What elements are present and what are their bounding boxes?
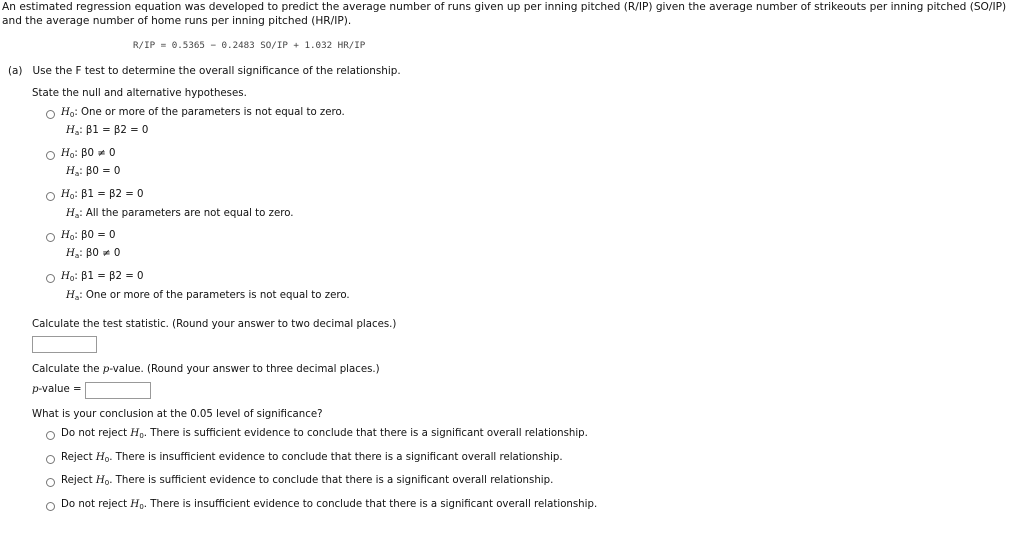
- conclusion-option-2-action: Reject: [61, 452, 93, 463]
- conclusion-prompt: What is your conclusion at the 0.05 level of significance?: [32, 409, 323, 420]
- hypothesis-option-4-h0: $H_0$: β0 = 0: [61, 230, 116, 242]
- hypothesis-option-1-ha-text: β1 = β2 = 0: [85, 125, 149, 136]
- hypothesis-option-5-h0: $H_0$: β1 = β2 = 0: [61, 271, 144, 283]
- hypothesis-option-3-h0-text: β1 = β2 = 0: [81, 189, 144, 200]
- hypothesis-option-1-ha: $H_a$: β1 = β2 = 0: [66, 125, 149, 137]
- hypothesis-option-1-h0: $H_0$: One or more of the parameters is not equal to zero.: [61, 107, 345, 119]
- conclusion-option-4-radio[interactable]: [46, 502, 55, 511]
- hypothesis-option-2-radio[interactable]: [46, 151, 55, 160]
- regression-equation: R/IP = 0.5365 − 0.2483 SO/IP + 1.032 HR/IP: [133, 40, 366, 51]
- hypothesis-option-3-ha: $H_a$: All the parameters are not equal to zero.: [66, 208, 294, 220]
- conclusion-option-2-radio[interactable]: [46, 455, 55, 464]
- part-a-instruction: Use the F test to determine the overall significance of the relationship.: [32, 65, 401, 77]
- conclusion-option-1: Do not reject $H_0$. There is sufficient evidence to conclude that there is a significant overall relationship.: [61, 428, 588, 440]
- conclusion-option-3-text: . There is sufficient evidence to conclude that there is a significant overall relationship.: [109, 475, 554, 486]
- hypothesis-option-5-h0-text: β1 = β2 = 0: [81, 271, 144, 282]
- hypotheses-prompt: State the null and alternative hypotheses.: [32, 88, 247, 99]
- hypothesis-option-2-ha-text: β0 = 0: [85, 166, 121, 177]
- conclusion-option-3: Reject $H_0$. There is sufficient evidence to conclude that there is a significant overall relationship.: [61, 475, 554, 487]
- hypothesis-option-2-h0: $H_0$: β0 ≠ 0: [61, 148, 116, 160]
- conclusion-option-3-radio[interactable]: [46, 478, 55, 487]
- conclusion-option-1-radio[interactable]: [46, 431, 55, 440]
- conclusion-option-4: Do not reject $H_0$. There is insufficient evidence to conclude that there is a significant overall relationship.: [61, 499, 598, 511]
- hypothesis-option-2-ha: $H_a$: β0 = 0: [66, 166, 121, 178]
- part-a-header: [8, 65, 401, 77]
- test-stat-input[interactable]: [32, 336, 97, 353]
- hypothesis-option-3-radio[interactable]: [46, 192, 55, 201]
- hypothesis-option-4-radio[interactable]: [46, 233, 55, 242]
- conclusion-option-3-action: Reject: [61, 475, 93, 486]
- conclusion-option-1-text: . There is sufficient evidence to conclude that there is a significant overall relationship.: [143, 428, 588, 439]
- hypothesis-option-5-ha: $H_a$: One or more of the parameters is not equal to zero.: [66, 290, 350, 302]
- hypothesis-option-3-ha-text: All the parameters are not equal to zero.: [85, 208, 294, 219]
- hypothesis-option-1-radio[interactable]: [46, 110, 55, 119]
- hypothesis-option-4-h0-text: β0 = 0: [81, 230, 116, 241]
- pvalue-prompt: Calculate the p-value. (Round your answer to three decimal places.): [32, 364, 380, 375]
- pvalue-label: p-value =: [32, 384, 82, 395]
- hypothesis-option-5-radio[interactable]: [46, 274, 55, 283]
- pvalue-input[interactable]: [85, 382, 151, 399]
- conclusion-option-1-action: Do not reject: [61, 428, 128, 439]
- problem-intro: An estimated regression equation was developed to predict the average number of runs given up per inning pitched (R/IP) given the average number of strikeouts per inning pitched (SO/IP) and the average number of home runs per inning pitched (HR/IP).: [2, 1, 1007, 27]
- conclusion-option-4-text: . There is insufficient evidence to conclude that there is a significant overall relationship.: [143, 499, 598, 510]
- part-a-label: (a): [8, 65, 23, 77]
- hypothesis-option-4-ha: $H_a$: β0 ≠ 0: [66, 248, 121, 260]
- hypothesis-option-5-ha-text: One or more of the parameters is not equal to zero.: [85, 290, 350, 301]
- hypothesis-option-2-h0-text: β0 ≠ 0: [81, 148, 116, 159]
- test-stat-prompt: Calculate the test statistic. (Round your answer to two decimal places.): [32, 319, 397, 330]
- hypothesis-option-1-h0-text: One or more of the parameters is not equal to zero.: [81, 107, 345, 118]
- conclusion-option-2: Reject $H_0$. There is insufficient evidence to conclude that there is a significant overall relationship.: [61, 452, 563, 464]
- hypothesis-option-3-h0: $H_0$: β1 = β2 = 0: [61, 189, 144, 201]
- hypothesis-option-4-ha-text: β0 ≠ 0: [85, 248, 121, 259]
- conclusion-option-2-text: . There is insufficient evidence to conclude that there is a significant overall relationship.: [109, 452, 563, 463]
- conclusion-option-4-action: Do not reject: [61, 499, 128, 510]
